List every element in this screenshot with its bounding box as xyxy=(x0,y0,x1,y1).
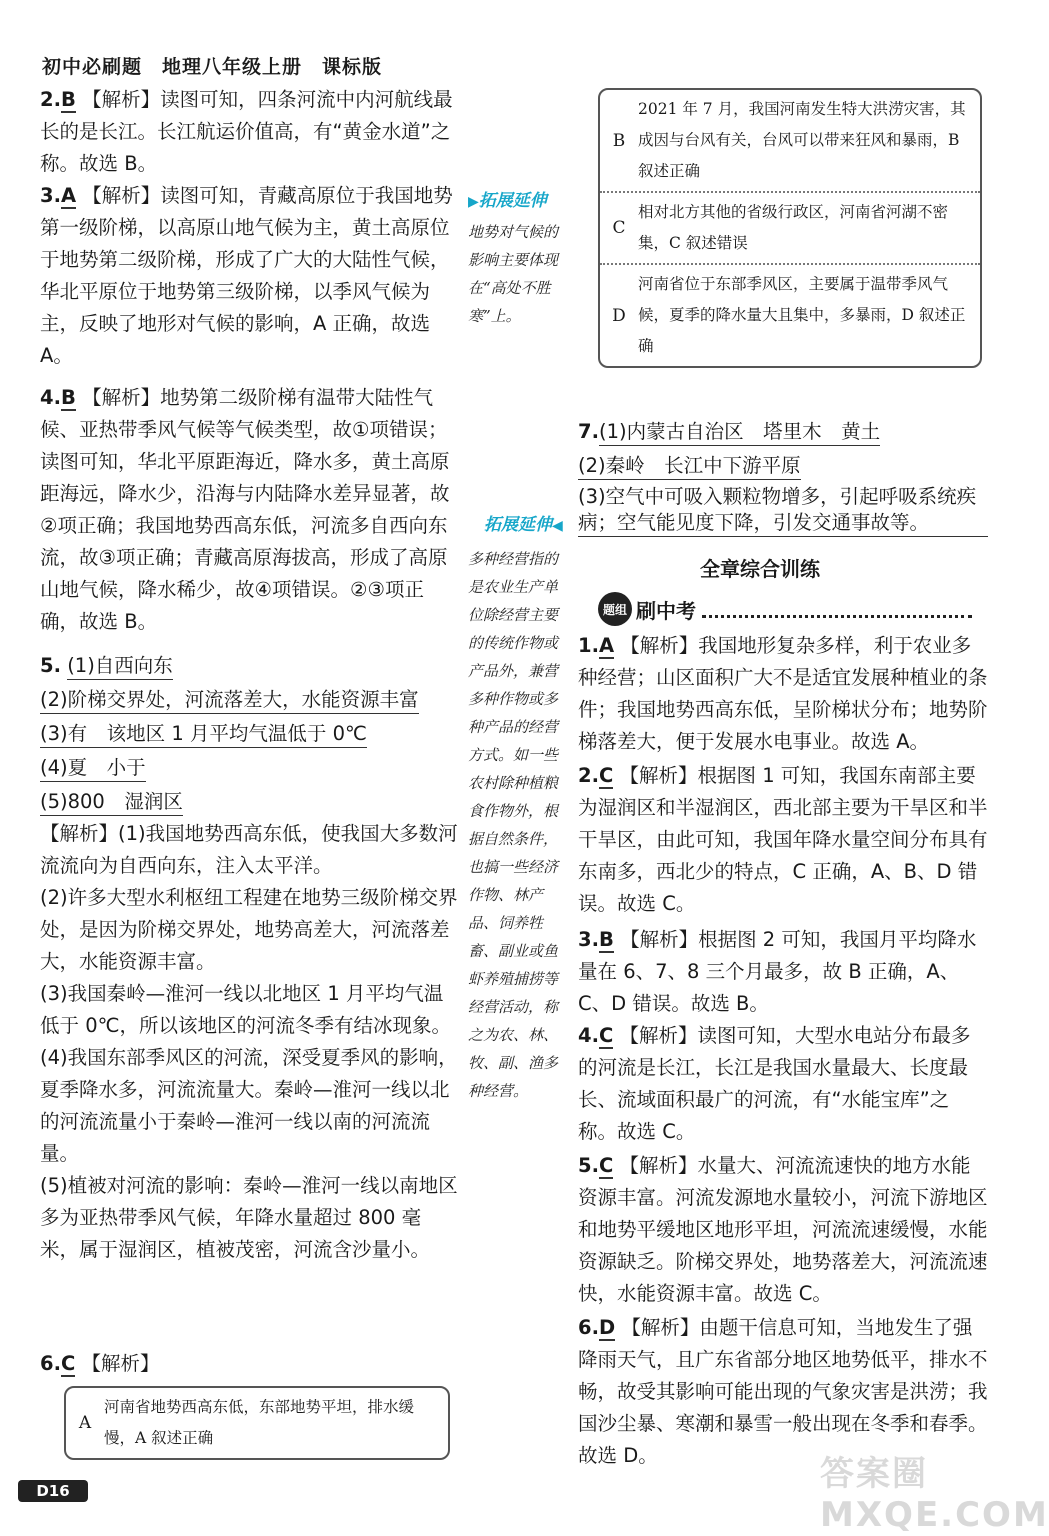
extension-note-2: 多种经营指的是农业生产单位除经营主要的传统作物或产品外，兼营多种作物或多种产品的经营方式。如一些农村除种植粮食作物外，根据自然条件，也搞一些经济作物、林产品、饲养牲畜、副业或鱼虾养殖捕捞等经营活动，称之为农、林、牧、副、渔多种经营。 xyxy=(468,550,559,1100)
q-number: 2. xyxy=(578,764,599,787)
q-number: 3. xyxy=(40,184,61,207)
explanation: 【解析】我国地形复杂多样，利于农业多种经营；山区面积广大不是适宜发展种植业的条件；我国地势西高东低，呈阶梯状分布；地势阶梯落差大，便于发展水电事业。故选 A。 xyxy=(578,634,988,753)
explanation: 【解析】根据图 2 可知，我国月平均降水量在 6、7、8 三个月最多，故 B 正确，A、C、D 错误。故选 B。 xyxy=(578,928,977,1015)
q-number: 4. xyxy=(578,1024,599,1047)
left-q5 xyxy=(40,650,458,1266)
answer-line: (1)自西向东 xyxy=(67,653,173,680)
q-number: 3. xyxy=(578,928,599,951)
answer-letter: B xyxy=(598,928,614,951)
triangle-icon: ▶ xyxy=(468,194,479,210)
divider xyxy=(702,614,972,618)
explanation: (3)我国秦岭—淮河一线以北地区 1 月平均气温低于 0℃，所以该地区的河流冬季有结冰现象。 xyxy=(40,982,452,1037)
extension-note-1: 地势对气候的影响主要体现在“高处不胜寒”上。 xyxy=(468,223,559,325)
badge-icon: 题组 xyxy=(598,592,632,626)
right-q5 xyxy=(578,1150,988,1310)
explanation: 【解析】读图可知，四条河流中内河航线最长的是长江。长江航运价值高，有“黄金水道”之称。故选 B。 xyxy=(40,88,453,175)
answer-letter: A xyxy=(598,634,615,657)
q-number: 1. xyxy=(578,634,599,657)
right-q1 xyxy=(578,630,988,758)
explanation: 【解析】根据图 1 可知，我国东南部主要为湿润区和半湿润区，西北部主要为干旱区和半干旱区，由此可知，我国年降水量空间分布具有东南多，西北少的特点，C 正确，A、B、D 错误。故选 C。 xyxy=(578,764,988,915)
option-table-a xyxy=(64,1386,450,1460)
explanation: 【解析】由题干信息可知，当地发生了强降雨天气，且广东省部分地区地势低平，排水不畅，故受其影响可能出现的气象灾害是洪涝；我国沙尘暴、寒潮和暴雪一般出现在冬季和春季。故选 D。 xyxy=(578,1316,988,1467)
q-number: 6. xyxy=(40,1352,61,1375)
extension-heading-1: ▶拓展延伸 xyxy=(468,191,547,211)
extension-heading-2: 拓展延伸◀ xyxy=(484,515,563,535)
answer-letter: C xyxy=(60,1352,76,1375)
option-text: 河南省位于东部季风区，主要属于温带季风气候，夏季的降水量大且集中，多暴雨，D 叙述正确 xyxy=(638,275,966,355)
answer-line: (3)有 该地区 1 月平均气温低于 0℃ xyxy=(40,721,367,748)
answer-line: (5)800 湿润区 xyxy=(40,789,183,816)
explanation: 【解析】 xyxy=(81,1352,160,1375)
option-key: A xyxy=(78,1413,92,1433)
banner-label: 刷中考 xyxy=(636,598,696,623)
explanation: 【解析】水量大、河流流速快的地方水能资源丰富。河流发源地水量较小，河流下游地区和地势平缓地区地形平坦，河流流速缓慢，水能资源缺乏。阶梯交界处，地势落差大，河流流速快，水能资源丰富。故选 C。 xyxy=(578,1154,988,1305)
answer-line: (4)夏 小于 xyxy=(40,755,146,782)
option-table-bcd xyxy=(598,88,982,368)
answer-letter: B xyxy=(60,386,76,409)
explanation: (4)我国东部季风区的河流，深受夏季风的影响，夏季降水多，河流流量大。秦岭—淮河一线以北的河流流量小于秦岭—淮河一线以南的河流流量。 xyxy=(40,1046,458,1165)
watermark: 答案圈 MXQE.COM xyxy=(820,1454,1049,1535)
table-row xyxy=(600,193,980,265)
q-number: 6. xyxy=(578,1316,599,1339)
q-number: 5. xyxy=(40,654,61,677)
answer-line: (3)空气中可吸入颗粒物增多，引起呼吸系统疾病；空气能见度下降，引发交通事故等。 xyxy=(578,484,988,537)
q-number: 7. xyxy=(578,420,599,443)
explanation: 【解析】读图可知，大型水电站分布最多的河流是长江，长江是我国水量最大、长度最长、流域面积最广的河流，有“水能宝库”之称。故选 C。 xyxy=(578,1024,971,1143)
section-title: 全章综合训练 xyxy=(700,557,820,581)
option-text: 相对北方其他的省级行政区，河南省河湖不密集，C 叙述错误 xyxy=(638,203,949,252)
table-row xyxy=(600,90,980,193)
option-key: B xyxy=(612,130,626,151)
option-key: C xyxy=(612,218,626,238)
explanation: 【解析】(1)我国地势西高东低，使我国大多数河流流向为自西向东，注入太平洋。 xyxy=(40,822,458,877)
explanation: (5)植被对河流的影响：秦岭—淮河一线以南地区多为亚热带季风气候，年降水量超过 800 毫米，属于湿润区，植被茂密，河流含沙量小。 xyxy=(40,1174,458,1261)
left-q2 xyxy=(40,84,458,180)
explanation: (2)许多大型水利枢纽工程建在地势三级阶梯交界处，是因为阶梯交界处，地势高差大，河流落差大，水能资源丰富。 xyxy=(40,886,458,973)
page-number: D16 xyxy=(18,1480,88,1502)
option-text: 2021 年 7 月，我国河南发生特大洪涝灾害，其成因与台风有关，台风可以带来狂风和暴雨，B 叙述正确 xyxy=(638,100,966,180)
table-row xyxy=(66,1388,448,1458)
table-row xyxy=(600,265,980,366)
answer-letter: D xyxy=(598,1316,616,1339)
option-text: 河南省地势西高东低，东部地势平坦，排水缓慢，A 叙述正确 xyxy=(104,1398,415,1447)
right-q4 xyxy=(578,1020,988,1148)
answer-line: (2)阶梯交界处，河流落差大，水能资源丰富 xyxy=(40,687,419,714)
answer-line: (2)秦岭 长江中下游平原 xyxy=(578,453,801,480)
answer-letter: C xyxy=(598,1024,614,1047)
q-number: 5. xyxy=(578,1154,599,1177)
answer-line: (1)内蒙古自治区 塔里木 黄土 xyxy=(599,419,880,446)
right-q3 xyxy=(578,924,988,1020)
q-number: 2. xyxy=(40,88,61,111)
option-key: D xyxy=(612,305,626,326)
answer-letter: C xyxy=(598,764,614,787)
answer-letter: A xyxy=(60,184,77,207)
q-number: 4. xyxy=(40,386,61,409)
triangle-icon: ◀ xyxy=(552,518,563,534)
section-banner xyxy=(598,592,972,626)
left-q6 xyxy=(40,1348,458,1380)
answer-letter: C xyxy=(598,1154,614,1177)
right-q7 xyxy=(578,416,988,539)
explanation: 【解析】地势第二级阶梯有温带大陆性气候、亚热带季风气候等气候类型，故①项错误；读图可知，华北平原距海近，降水多，黄土高原距海远，降水少，沿海与内陆降水差异显著，故②项正确；我国地势西高东低，河流多自西向东流，故③项正确；青藏高原海拔高，形成了高原山地气候，降水稀少，故④项错误。②③项正确，故选 B。 xyxy=(40,386,450,633)
answer-letter: B xyxy=(60,88,76,111)
right-q2 xyxy=(578,760,988,920)
left-q3 xyxy=(40,180,458,372)
left-q4 xyxy=(40,382,458,638)
header-title: 初中必刷题 地理八年级上册 课标版 xyxy=(42,56,383,78)
explanation: 【解析】读图可知，青藏高原位于我国地势第一级阶梯，以高原山地气候为主，黄土高原位于地势第二级阶梯，形成了广大的大陆性气候，华北平原位于地势第三级阶梯，以季风气候为主，反映了地形对气候的影响，A 正确，故选 A。 xyxy=(40,184,453,367)
